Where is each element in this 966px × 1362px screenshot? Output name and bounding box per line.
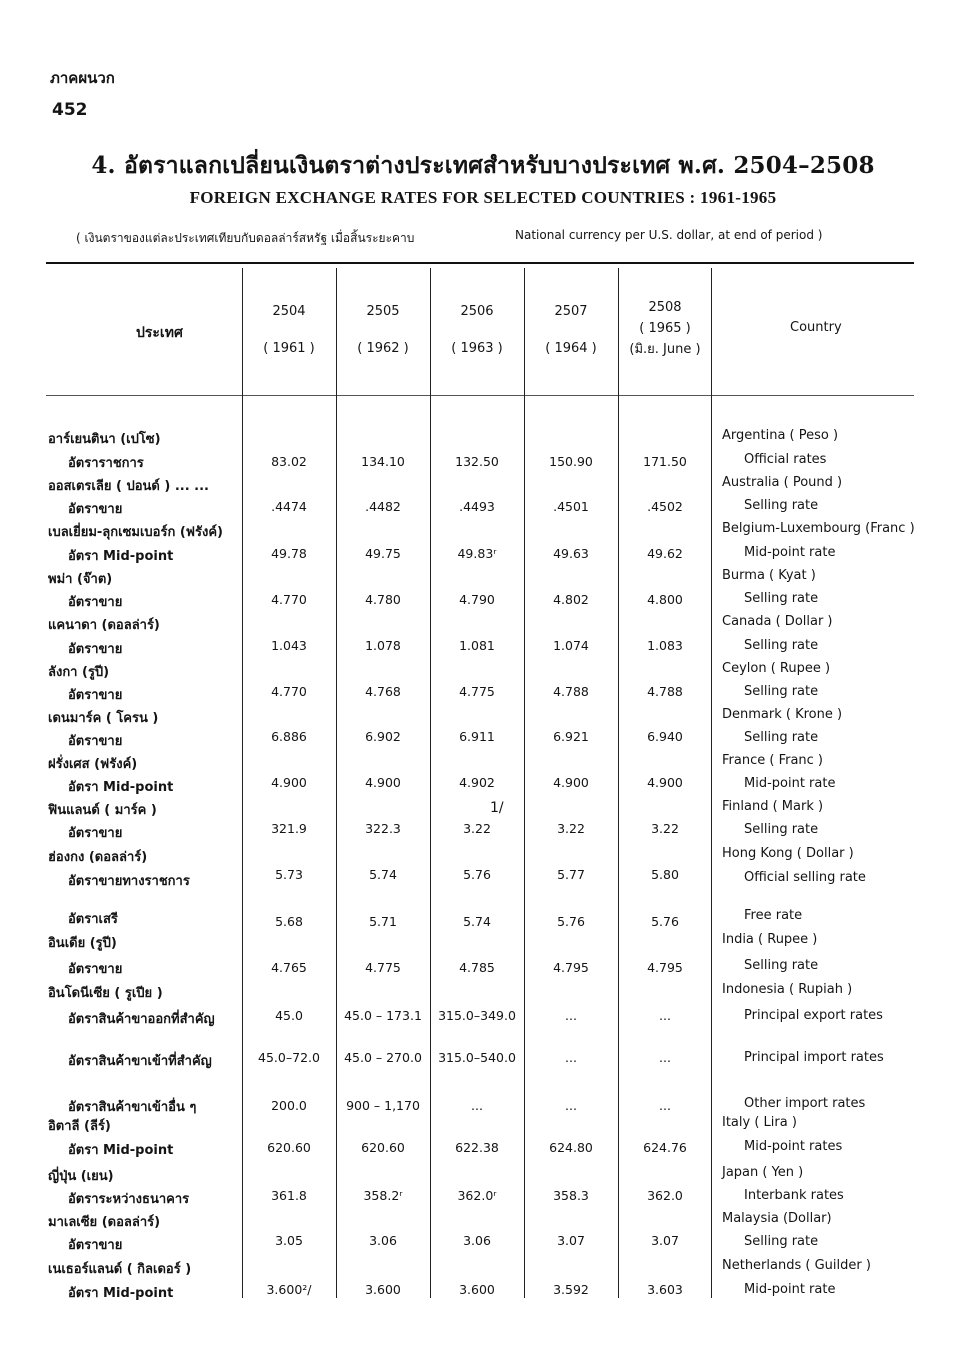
table-row-rate <box>0 1139 966 1161</box>
rate-value: 1.083 <box>647 638 683 653</box>
rate-value: 4.900 <box>271 775 307 790</box>
rate-value: ... <box>565 1008 577 1023</box>
table-subtitle-thai: ( เงินตราของแต่ละประเทศเทียบกับดอลล่าร์สหรัฐ เมื่อสิ้นระยะคาบ <box>76 231 415 245</box>
rate-value: 49.83ʳ <box>457 546 497 561</box>
column-header-year: 2505 ( 1962 ) <box>357 304 409 356</box>
rate-type-english: Selling rate <box>744 591 819 606</box>
country-name-english: Burma ( Kyat ) <box>722 568 816 583</box>
rate-type-thai: อัตรา Mid-point <box>68 1286 174 1301</box>
rate-value: ... <box>471 1098 483 1113</box>
column-header-year: 2508 ( 1965 ) (มิ.ย. June ) <box>629 300 701 357</box>
column-header-year: 2504 ( 1961 ) <box>263 304 315 356</box>
rate-value: 4.800 <box>647 592 683 607</box>
table-row-rate <box>0 730 966 752</box>
table-row-country <box>0 1258 966 1280</box>
rate-value: 4.790 <box>459 592 495 607</box>
table-row-country <box>0 707 966 729</box>
country-name-english: Canada ( Dollar ) <box>722 614 833 629</box>
rate-value: 315.0–540.0 <box>438 1050 516 1065</box>
rate-value: 4.770 <box>271 592 307 607</box>
rate-value: 4.765 <box>271 960 307 975</box>
rate-value: 150.90 <box>549 454 593 469</box>
table-row-rate <box>0 1282 966 1304</box>
table-row-rate <box>0 1234 966 1256</box>
rate-type-english: Mid-point rate <box>744 1282 836 1297</box>
rate-type-thai: อัตราขายทางราชการ <box>68 874 190 889</box>
column-header-country-english: Country <box>790 320 842 335</box>
rate-value: 3.600 <box>365 1282 401 1297</box>
rate-value: 3.06 <box>463 1233 491 1248</box>
table-row-country <box>0 1211 966 1233</box>
country-name-thai: ลังกา (รูปี) <box>48 665 110 680</box>
footnote-marker: 1/ <box>490 800 504 816</box>
country-name-english: Ceylon ( Rupee ) <box>722 661 831 676</box>
table-row-rate <box>0 1050 966 1072</box>
rate-type-thai: อัตราขาย <box>68 734 123 749</box>
rate-value: 5.76 <box>651 914 679 929</box>
rate-value: ... <box>659 1050 671 1065</box>
rate-value: 4.785 <box>459 960 495 975</box>
rate-type-thai: อัตรา Mid-point <box>68 549 174 564</box>
rate-value: 1.043 <box>271 638 307 653</box>
rate-value: .4502 <box>647 499 683 514</box>
rate-value: 624.76 <box>643 1140 687 1155</box>
rate-value: 45.0 – 270.0 <box>344 1050 422 1065</box>
rate-value: 3.600 <box>459 1282 495 1297</box>
rate-value: 5.71 <box>369 914 397 929</box>
rate-value: 321.9 <box>271 821 307 836</box>
country-name-english: Indonesia ( Rupiah ) <box>722 982 853 997</box>
rate-value: 83.02 <box>271 454 307 469</box>
table-row-country <box>0 475 966 497</box>
rate-type-thai: อัตราเสรี <box>68 912 118 927</box>
rate-value: 622.38 <box>455 1140 499 1155</box>
table-row-rate <box>0 638 966 660</box>
rate-value: 3.07 <box>651 1233 679 1248</box>
rate-value: 49.62 <box>647 546 683 561</box>
rate-value: 620.60 <box>267 1140 311 1155</box>
rate-value: 4.775 <box>365 960 401 975</box>
country-name-thai: มาเลเซีย (ดอลล่าร์) <box>48 1215 161 1230</box>
country-name-thai: อินโดนีเซีย ( รูเปีย ) <box>48 986 163 1001</box>
rate-value: 5.76 <box>463 867 491 882</box>
rate-value: 362.0ʳ <box>457 1188 497 1203</box>
rate-type-english: Mid-point rate <box>744 545 836 560</box>
rate-type-english: Official selling rate <box>744 870 866 885</box>
rate-value: 1.078 <box>365 638 401 653</box>
rate-value: 4.900 <box>365 775 401 790</box>
rate-value: ... <box>659 1008 671 1023</box>
rate-type-thai: อัตราขาย <box>68 595 123 610</box>
country-name-thai: แคนาดา (ดอลล่าร์) <box>48 618 160 633</box>
rate-value: 4.780 <box>365 592 401 607</box>
table-row-country <box>0 846 966 868</box>
rate-value: 6.921 <box>553 729 589 744</box>
rate-value: 45.0 – 173.1 <box>344 1008 422 1023</box>
rate-type-english: Selling rate <box>744 730 819 745</box>
table-row-rate <box>0 822 966 844</box>
rate-value: ... <box>659 1098 671 1113</box>
rate-value: 4.795 <box>647 960 683 975</box>
country-name-english: Finland ( Mark ) <box>722 799 824 814</box>
country-name-thai: อาร์เยนตินา (เปโซ) <box>48 432 161 447</box>
rate-value: 6.886 <box>271 729 307 744</box>
rate-value: 900 – 1,170 <box>346 1098 420 1113</box>
rate-value: 3.600²/ <box>266 1282 312 1297</box>
rate-type-thai: อัตราขาย <box>68 826 123 841</box>
table-row-rate <box>0 545 966 567</box>
table-row-country <box>0 982 966 1004</box>
section-label: ภาคผนวก <box>50 69 115 87</box>
rate-value: 45.0–72.0 <box>258 1050 320 1065</box>
country-name-thai: เนเธอร์แลนด์ ( กิลเดอร์ ) <box>48 1262 192 1277</box>
rate-value: 358.3 <box>553 1188 589 1203</box>
rate-value: 3.592 <box>553 1282 589 1297</box>
rate-type-thai: อัตราขาย <box>68 502 123 517</box>
country-name-english: Japan ( Yen ) <box>722 1165 804 1180</box>
rate-value: 3.05 <box>275 1233 303 1248</box>
rate-value: 134.10 <box>361 454 405 469</box>
country-name-english: Belgium-Luxembourg (Franc ) <box>722 521 915 536</box>
table-row-country <box>0 753 966 775</box>
rate-type-english: Mid-point rate <box>744 776 836 791</box>
table-row-rate <box>0 684 966 706</box>
country-name-thai: ฟินแลนด์ ( มาร์ค ) <box>48 803 157 818</box>
country-name-thai: ฝรั่งเศส (ฟรังค์) <box>48 757 138 772</box>
rate-type-thai: อัตราสินค้าขาออกที่สำคัญ <box>68 1012 215 1027</box>
rate-type-english: Selling rate <box>744 958 819 973</box>
rate-value: 361.8 <box>271 1188 307 1203</box>
rate-value: 4.788 <box>647 684 683 699</box>
rate-value: .4482 <box>365 499 401 514</box>
rate-type-english: Principal export rates <box>744 1008 883 1023</box>
rate-value: 6.940 <box>647 729 683 744</box>
rate-value: 4.775 <box>459 684 495 699</box>
rate-type-english: Free rate <box>744 908 803 923</box>
table-row-rate <box>0 776 966 798</box>
country-name-english: Denmark ( Krone ) <box>722 707 843 722</box>
rate-value: 5.76 <box>557 914 585 929</box>
table-row-country <box>0 661 966 683</box>
rate-value: 1.081 <box>459 638 495 653</box>
country-name-thai: อิตาลี (ลีร์) <box>48 1119 111 1134</box>
country-name-thai: ญี่ปุ่น (เยน) <box>48 1169 114 1184</box>
rate-value: 4.795 <box>553 960 589 975</box>
page-number: 452 <box>52 100 88 120</box>
rate-value: 4.788 <box>553 684 589 699</box>
rate-type-english: Selling rate <box>744 638 819 653</box>
rate-value: 1.074 <box>553 638 589 653</box>
rate-value: 362.0 <box>647 1188 683 1203</box>
rate-type-english: Selling rate <box>744 1234 819 1249</box>
table-row-country <box>0 932 966 954</box>
rate-type-english: Principal import rates <box>744 1050 884 1065</box>
table-subtitle-english: National currency per U.S. dollar, at end of period ) <box>515 228 823 242</box>
rate-value: 4.902 <box>459 775 495 790</box>
country-name-english: Australia ( Pound ) <box>722 475 843 490</box>
country-name-thai: อินเดีย (รูปี) <box>48 936 117 951</box>
rate-type-thai: อัตราสินค้าขาเข้าที่สำคัญ <box>68 1054 212 1069</box>
country-name-english: Italy ( Lira ) <box>722 1115 797 1130</box>
table-row-country <box>0 1165 966 1187</box>
rate-type-english: Official rates <box>744 452 827 467</box>
country-name-thai: เบลเยี่ยม-ลุกเซมเบอร์ก (ฟรังค์) <box>48 525 223 540</box>
rate-value: 171.50 <box>643 454 687 469</box>
rate-value: 6.902 <box>365 729 401 744</box>
table-row-rate <box>0 958 966 980</box>
table-row-country <box>0 521 966 543</box>
rate-value: 358.2ʳ <box>363 1188 403 1203</box>
country-name-english: Hong Kong ( Dollar ) <box>722 846 854 861</box>
rate-value: 3.603 <box>647 1282 683 1297</box>
rate-value: 49.63 <box>553 546 589 561</box>
country-name-thai: ออสเตรเลีย ( ปอนด์ ) ... ... <box>48 479 209 494</box>
country-name-english: Malaysia (Dollar) <box>722 1211 832 1226</box>
rate-value: 5.73 <box>275 867 303 882</box>
rate-value: 3.22 <box>557 821 585 836</box>
table-row-rate <box>0 908 966 930</box>
table-row-rate <box>0 867 966 892</box>
table-row-country <box>0 568 966 590</box>
rate-value: 3.07 <box>557 1233 585 1248</box>
column-header-year: 2507 ( 1964 ) <box>545 304 597 356</box>
rate-type-thai: อัตรา Mid-point <box>68 780 174 795</box>
rate-type-english: Mid-point rates <box>744 1139 843 1154</box>
table-row-rate <box>0 498 966 520</box>
rate-value: 49.78 <box>271 546 307 561</box>
rate-type-english: Other import rates <box>744 1096 866 1111</box>
rate-type-thai: อัตรา Mid-point <box>68 1143 174 1158</box>
column-header-country-thai: ประเทศ <box>136 325 183 341</box>
rate-value: 5.80 <box>651 867 679 882</box>
rate-type-english: Selling rate <box>744 498 819 513</box>
rate-type-thai: อัตราสินค้าขาเข้าอื่น ๆ <box>68 1100 197 1115</box>
rate-value: .4501 <box>553 499 589 514</box>
rate-value: 6.911 <box>459 729 495 744</box>
rate-type-thai: อัตราระหว่างธนาคาร <box>68 1192 190 1207</box>
country-name-english: France ( Franc ) <box>722 753 823 768</box>
rate-value: 4.770 <box>271 684 307 699</box>
rate-value: 4.802 <box>553 592 589 607</box>
rate-value: 3.22 <box>651 821 679 836</box>
column-header-year: 2506 ( 1963 ) <box>451 304 503 356</box>
rate-value: 624.80 <box>549 1140 593 1155</box>
rate-value: 132.50 <box>455 454 499 469</box>
rate-value: 4.900 <box>553 775 589 790</box>
country-name-english: India ( Rupee ) <box>722 932 818 947</box>
rate-type-thai: อัตราขาย <box>68 642 123 657</box>
rate-value: 4.768 <box>365 684 401 699</box>
table-row-country <box>0 614 966 636</box>
rate-value: 5.74 <box>463 914 491 929</box>
table-row-country <box>0 1115 966 1137</box>
rate-value: ... <box>565 1098 577 1113</box>
country-name-english: Argentina ( Peso ) <box>722 428 839 443</box>
rate-value: 5.77 <box>557 867 585 882</box>
rate-type-thai: อัตราขาย <box>68 688 123 703</box>
rate-type-thai: อัตราขาย <box>68 962 123 977</box>
table-title-english: FOREIGN EXCHANGE RATES FOR SELECTED COUNTRIES : 1961-1965 <box>189 188 777 207</box>
rate-type-english: Selling rate <box>744 822 819 837</box>
rate-value: .4493 <box>459 499 495 514</box>
table-row-country <box>0 799 966 821</box>
rate-type-thai: อัตราขาย <box>68 1238 123 1253</box>
rate-value: 200.0 <box>271 1098 307 1113</box>
rate-value: ... <box>565 1050 577 1065</box>
rate-value: 322.3 <box>365 821 401 836</box>
rate-value: 5.74 <box>369 867 397 882</box>
country-name-english: Netherlands ( Guilder ) <box>722 1258 871 1273</box>
rate-value: .4474 <box>271 499 307 514</box>
country-name-thai: พม่า (จ๊าต) <box>48 572 113 587</box>
table-row-country <box>0 428 966 450</box>
table-row-rate <box>0 1008 966 1030</box>
rate-type-thai: อัตราราชการ <box>68 456 144 471</box>
table-row-rate <box>0 591 966 613</box>
country-name-thai: ฮ่องกง (ดอลล่าร์) <box>48 850 148 865</box>
table-row-rate <box>0 452 966 474</box>
rate-value: 315.0–349.0 <box>438 1008 516 1023</box>
rate-value: 45.0 <box>275 1008 303 1023</box>
rate-type-english: Interbank rates <box>744 1188 844 1203</box>
rate-value: 49.75 <box>365 546 401 561</box>
rate-value: 5.68 <box>275 914 303 929</box>
rate-value: 4.900 <box>647 775 683 790</box>
table-row-rate <box>0 1188 966 1210</box>
rate-value: 3.22 <box>463 821 491 836</box>
table-title-thai: 4. อัตราแลกเปลี่ยนเงินตราต่างประเทศสำหรับบางประเทศ พ.ศ. 2504–2508 <box>91 152 875 179</box>
country-name-thai: เดนมาร์ค ( โครน ) <box>48 711 159 726</box>
rate-type-english: Selling rate <box>744 684 819 699</box>
rate-value: 620.60 <box>361 1140 405 1155</box>
rate-value: 3.06 <box>369 1233 397 1248</box>
